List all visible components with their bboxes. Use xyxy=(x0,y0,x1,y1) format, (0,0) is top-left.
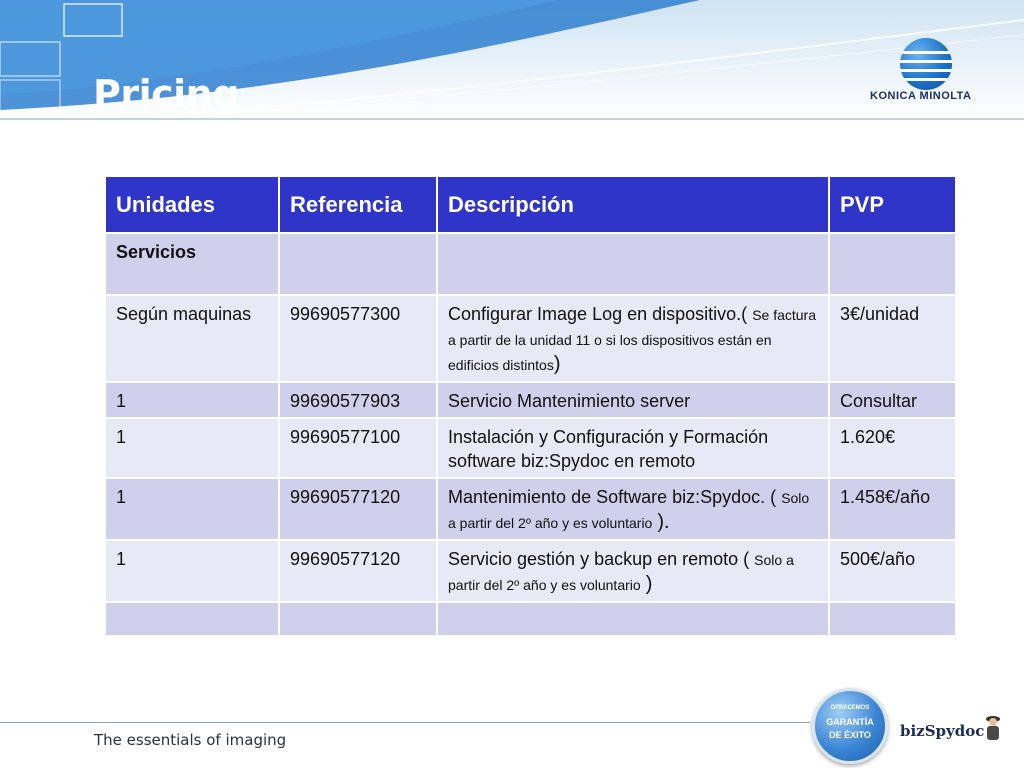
footer-tagline: The essentials of imaging xyxy=(94,731,287,749)
table-cell xyxy=(437,602,829,636)
badge-line-3: DE ÉXITO xyxy=(829,730,871,740)
table-row xyxy=(105,478,956,540)
cell-description: Instalación y Configuración y Formación software biz:Spydoc en remoto xyxy=(437,418,829,478)
cell-reference: 99690577100 xyxy=(279,418,437,478)
cell-price: 500€/año xyxy=(829,540,956,602)
pricing-table xyxy=(104,175,957,637)
cell-reference: 99690577903 xyxy=(279,382,437,418)
cell-price: 3€/unidad xyxy=(829,295,956,382)
product-logo: bizSpydoc xyxy=(900,722,985,740)
table-cell xyxy=(279,602,437,636)
globe-icon xyxy=(900,38,952,90)
section-label: Servicios xyxy=(105,233,279,295)
badge-line-1: OFRECEMOS xyxy=(830,705,870,711)
guarantee-badge-icon xyxy=(812,688,888,764)
description-note: Solo a partir del 2º año y es voluntario xyxy=(448,490,810,531)
cell-units: 1 xyxy=(105,418,279,478)
table-row xyxy=(105,540,956,602)
cell-price: 1.620€ xyxy=(829,418,956,478)
table-header-row xyxy=(105,176,956,233)
description-note: Se factura a partir de la unidad 11 o si los dispositivos están en edificios distintos xyxy=(448,307,817,373)
cell-price: 1.458€/año xyxy=(829,478,956,540)
cell-price: Consultar xyxy=(829,382,956,418)
cell-reference: 99690577120 xyxy=(279,540,437,602)
description-note: Solo a partir del 2º año y es voluntario xyxy=(448,552,794,593)
cell-units: 1 xyxy=(105,382,279,418)
description-close: ) xyxy=(645,573,653,595)
cell-description xyxy=(437,295,829,382)
header-reference: Referencia xyxy=(279,176,437,233)
table-row xyxy=(105,382,956,418)
cell-reference: 99690577120 xyxy=(279,478,437,540)
header-units: Unidades xyxy=(105,176,279,233)
table-cell xyxy=(279,233,437,295)
spy-figure-icon xyxy=(983,712,1003,742)
table-cell xyxy=(829,233,956,295)
cell-units: 1 xyxy=(105,540,279,602)
brand-logo xyxy=(860,30,1000,110)
brand-name: KONICA MINOLTA xyxy=(870,90,972,102)
cell-description xyxy=(437,478,829,540)
slide-header xyxy=(0,0,1024,120)
table-row xyxy=(105,418,956,478)
description-close: ). xyxy=(657,511,670,533)
cell-description: Servicio Mantenimiento server xyxy=(437,382,829,418)
description-close: ) xyxy=(553,353,561,375)
page-title: Pricing xyxy=(93,72,239,116)
cell-units: Según maquinas xyxy=(105,295,279,382)
badge-line-2: GARANTÍA xyxy=(826,717,874,727)
table-cell xyxy=(829,602,956,636)
description-text: Configurar Image Log en dispositivo.( xyxy=(448,304,748,324)
cell-reference: 99690577300 xyxy=(279,295,437,382)
footer-divider xyxy=(0,722,810,723)
description-text: Mantenimiento de Software biz:Spydoc. ( xyxy=(448,487,777,507)
empty-row xyxy=(105,602,956,636)
table-cell xyxy=(105,602,279,636)
table-row xyxy=(105,295,956,382)
cell-description xyxy=(437,540,829,602)
table-cell xyxy=(437,233,829,295)
header-description: Descripción xyxy=(437,176,829,233)
cell-units: 1 xyxy=(105,478,279,540)
header-price: PVP xyxy=(829,176,956,233)
description-text: Servicio gestión y backup en remoto ( xyxy=(448,549,750,569)
section-row xyxy=(105,233,956,295)
